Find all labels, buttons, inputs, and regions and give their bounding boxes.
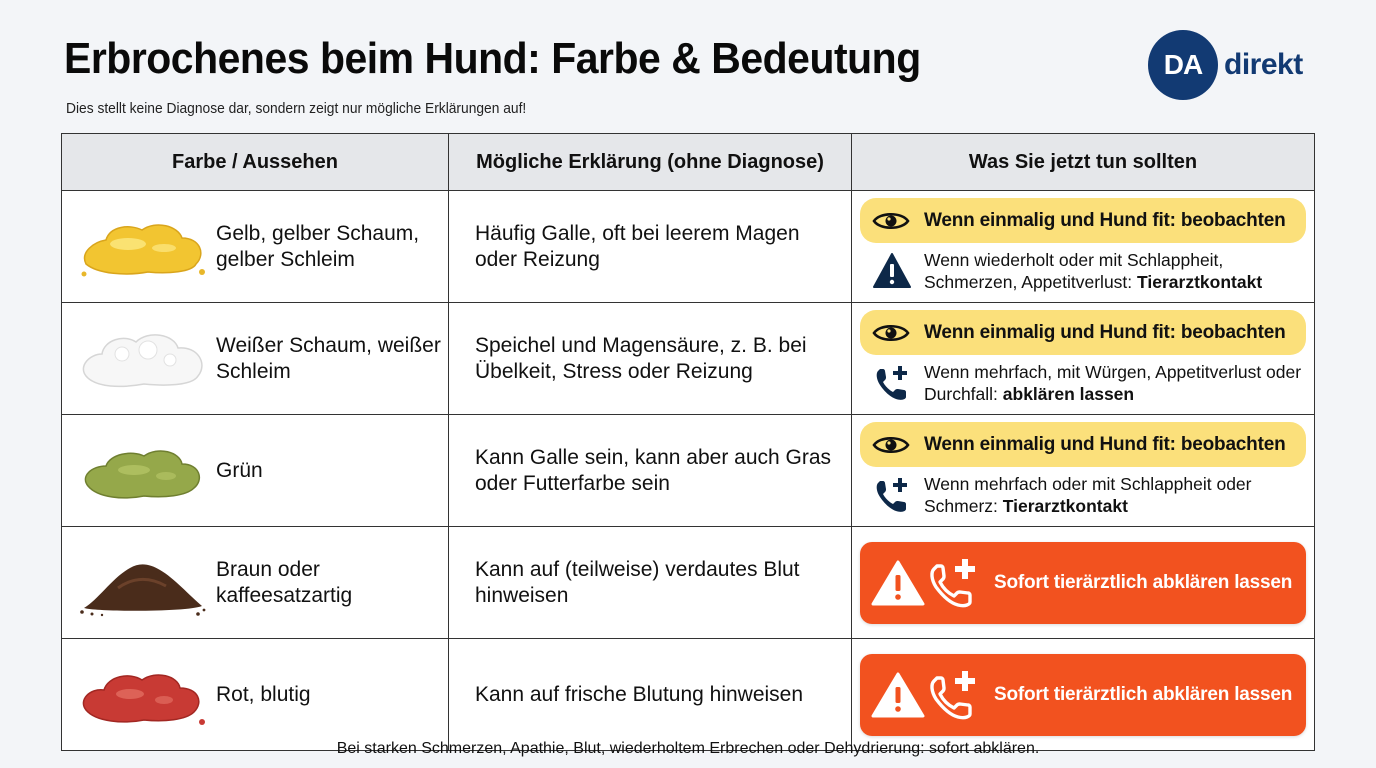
explanation-text: Kann auf (teilweise) verdautes Blut hinweisen <box>475 557 800 607</box>
action-cell <box>852 415 1315 527</box>
observe-pill <box>860 310 1306 355</box>
urgent-alert <box>860 654 1306 736</box>
note-emphasis: abklären lassen <box>1002 384 1135 404</box>
eye-icon <box>872 321 910 345</box>
alert-text: Sofort tierärztlich abklären lassen <box>994 683 1293 705</box>
escalation-note <box>872 361 1306 405</box>
explanation-cell <box>449 415 852 527</box>
observe-pill <box>860 422 1306 467</box>
escalation-note <box>872 473 1306 517</box>
logo-circle: DA <box>1148 30 1218 100</box>
explanation-text: Kann auf frische Blutung hinweisen <box>475 682 804 706</box>
note-text: Wenn mehrfach, mit Würgen, Appetitverlust oder Durchfall: <box>924 362 1302 404</box>
explanation-text: Kann Galle sein, kann aber auch Gras oder Futterfarbe sein <box>475 445 832 495</box>
disclaimer-subtitle: Dies stellt keine Diagnose dar, sondern zeigt nur mögliche Erklärungen auf! <box>66 100 527 117</box>
brand-logo[interactable] <box>1148 30 1303 100</box>
color-cell <box>62 191 449 303</box>
logo-wordmark: direkt <box>1224 48 1303 81</box>
observe-pill <box>860 198 1306 243</box>
color-cell <box>62 415 449 527</box>
action-cell <box>852 527 1315 639</box>
explanation-text: Speichel und Magensäure, z. B. bei Übelkeit, Stress oder Reizung <box>475 333 807 383</box>
note-emphasis: Tierarztkontakt <box>1002 496 1128 516</box>
urgent-alert <box>860 542 1306 624</box>
phone-plus-icon <box>872 475 912 515</box>
explanation-cell <box>449 639 852 751</box>
color-label: Braun oder kaffeesatzartig <box>216 557 353 607</box>
white-foam-icon <box>78 324 208 394</box>
header-action: Was Sie jetzt tun sollten <box>852 134 1315 191</box>
note-text: Wenn mehrfach oder mit Schlappheit oder Schmerz: <box>924 474 1252 516</box>
color-label: Gelb, gelber Schaum, gelber Schleim <box>216 221 420 271</box>
eye-icon <box>872 209 910 233</box>
header-color: Farbe / Aussehen <box>62 134 449 191</box>
blood-vomit-icon <box>78 660 208 730</box>
table-row <box>62 415 1315 527</box>
warning-icon <box>870 670 926 720</box>
warning-icon <box>870 558 926 608</box>
escalation-note <box>872 249 1306 293</box>
color-cell <box>62 303 449 415</box>
pill-text: Wenn einmalig und Hund fit: beobachten <box>924 433 1286 455</box>
header-explanation: Mögliche Erklärung (ohne Diagnose) <box>449 134 852 191</box>
note-text: Wenn wiederholt oder mit Schlappheit, Schmerzen, Appetitverlust: <box>924 250 1224 292</box>
action-cell <box>852 639 1315 751</box>
pill-text: Wenn einmalig und Hund fit: beobachten <box>924 209 1286 231</box>
warning-icon <box>872 251 912 291</box>
table-row <box>62 303 1315 415</box>
table-row <box>62 639 1315 751</box>
color-label: Grün <box>216 458 263 482</box>
color-cell <box>62 639 449 751</box>
action-cell <box>852 191 1315 303</box>
color-cell <box>62 527 449 639</box>
coffee-ground-icon <box>78 548 208 618</box>
explanation-cell <box>449 191 852 303</box>
action-cell <box>852 303 1315 415</box>
green-vomit-icon <box>78 436 208 506</box>
note-emphasis: Tierarztkontakt <box>1137 272 1263 292</box>
footer-note: Bei starken Schmerzen, Apathie, Blut, wiederholtem Erbrechen oder Dehydrierung: sofort abklären. <box>336 740 1040 757</box>
explanation-cell <box>449 303 852 415</box>
yellow-vomit-icon <box>78 212 208 282</box>
vomit-color-table <box>61 133 1315 751</box>
table-row <box>62 527 1315 639</box>
phone-plus-icon <box>926 557 982 609</box>
page-title: Erbrochenes beim Hund: Farbe & Bedeutung <box>64 34 921 83</box>
phone-plus-icon <box>872 363 912 403</box>
table-row <box>62 191 1315 303</box>
color-label: Weißer Schaum, weißer Schleim <box>216 333 441 383</box>
color-label: Rot, blutig <box>216 682 311 706</box>
explanation-cell <box>449 527 852 639</box>
explanation-text: Häufig Galle, oft bei leerem Magen oder Reizung <box>475 221 800 271</box>
phone-plus-icon <box>926 669 982 721</box>
pill-text: Wenn einmalig und Hund fit: beobachten <box>924 321 1286 343</box>
eye-icon <box>872 433 910 457</box>
alert-text: Sofort tierärztlich abklären lassen <box>994 571 1293 593</box>
